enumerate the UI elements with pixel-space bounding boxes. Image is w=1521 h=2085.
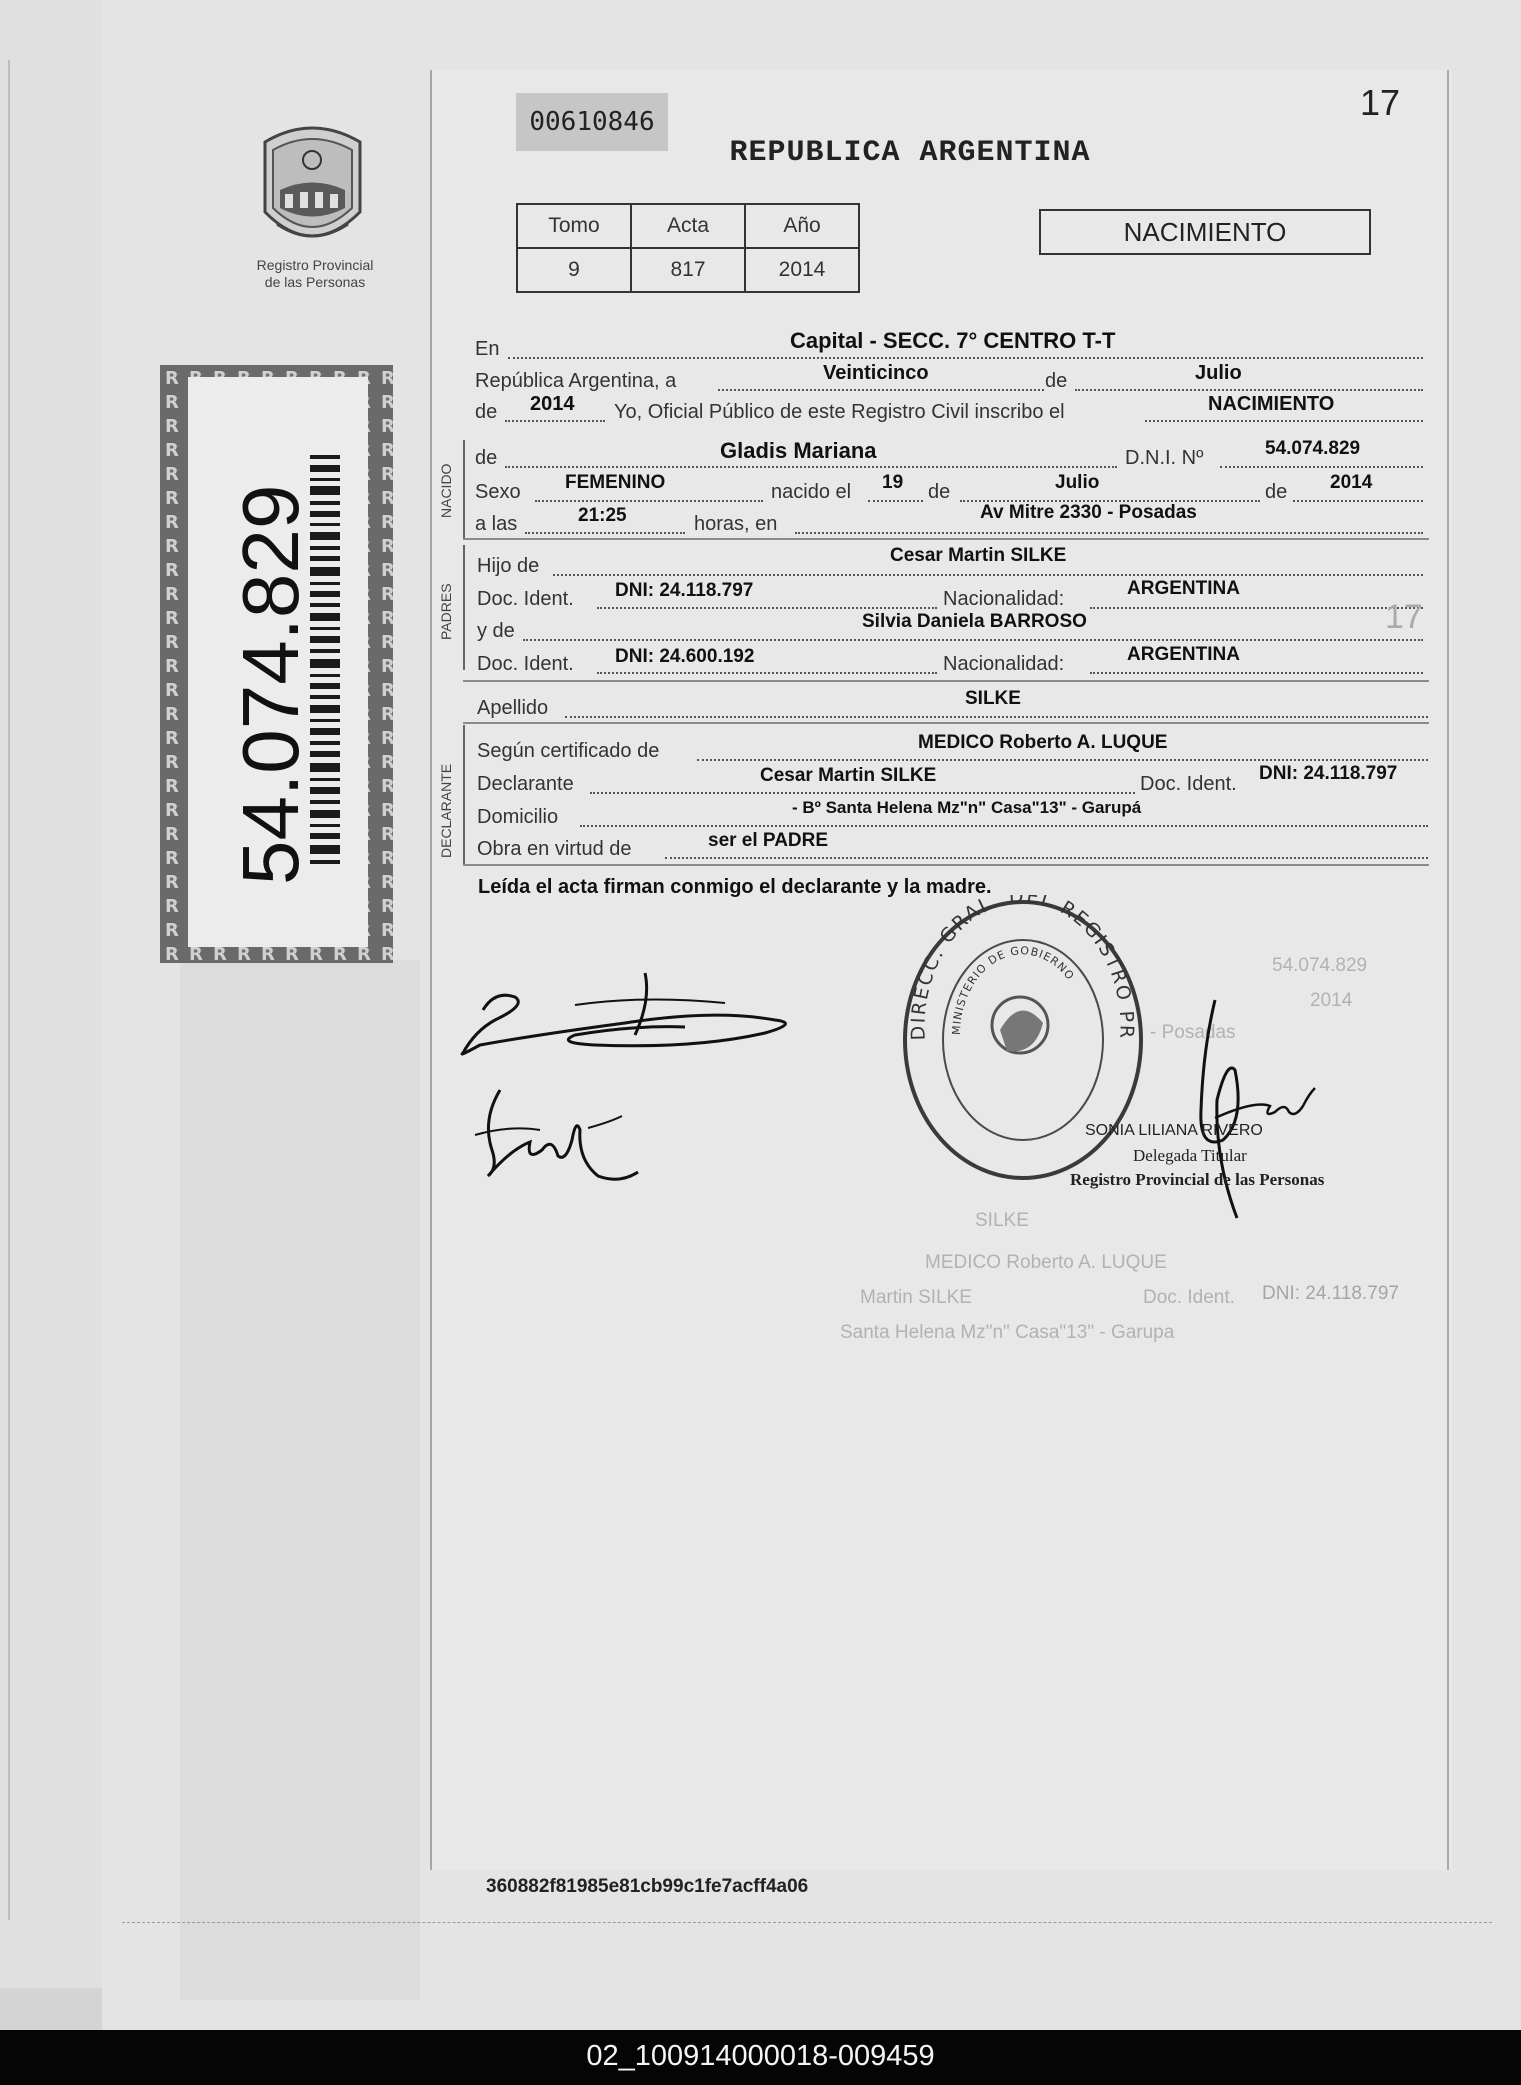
birth-place: Av Mitre 2330 - Posadas <box>980 502 1197 523</box>
dni-barcode-card <box>160 365 393 963</box>
nacido-label: nacido el <box>771 481 852 503</box>
ghost-surname: SILKE <box>975 1210 1029 1231</box>
certificate-by: MEDICO Roberto A. LUQUE <box>918 732 1168 753</box>
segun-label: Según certificado de <box>477 740 660 762</box>
section-rule-declarante <box>463 725 465 865</box>
republica-label: República Argentina, a <box>475 370 677 392</box>
mother-nationality: ARGENTINA <box>1127 644 1240 665</box>
section-label-padres: PADRES <box>438 583 454 640</box>
ghost-address: Santa Helena Mz"n" Casa"13" - Garupa <box>840 1322 1175 1343</box>
mother-doc: DNI: 24.600.192 <box>615 646 755 667</box>
document-hash: 360882f81985e81cb99c1fe7acff4a06 <box>486 1876 809 1897</box>
registry-caption-line1: Registro Provincial <box>256 257 374 273</box>
child-dni: 54.074.829 <box>1265 438 1361 459</box>
provincial-crest-icon <box>255 120 370 260</box>
capacity: ser el PADRE <box>708 830 829 851</box>
year-prefix-label: de <box>475 401 498 423</box>
page-shadow <box>180 960 420 2000</box>
father-doc-label: Doc. Ident. <box>477 588 574 610</box>
declarant-name: Cesar Martin SILKE <box>760 765 937 786</box>
y-de-label: y de <box>477 620 515 642</box>
officer-name: SONIA LILIANA RIVERO <box>1085 1122 1263 1139</box>
address: - Bº Santa Helena Mz"n" Casa"13" - Garupá <box>792 798 1142 817</box>
closing-statement: Leída el acta firman conmigo el declarante y la madre. <box>478 876 992 898</box>
child-name: Gladis Mariana <box>720 438 877 463</box>
bottom-perforation <box>122 1922 1492 1923</box>
record-header-acta: Acta <box>631 204 745 248</box>
event-type: NACIMIENTO <box>1208 393 1335 415</box>
ghost-doc-ident: Doc. Ident. <box>1143 1287 1235 1308</box>
de-name-label: de <box>475 447 498 469</box>
registration-year: 2014 <box>530 393 575 415</box>
mother-signature-icon <box>470 1080 660 1190</box>
record-value-tomo: 9 <box>517 248 631 292</box>
ghost-declarant: Martin SILKE <box>860 1287 972 1308</box>
record-value-ano: 2014 <box>745 248 859 292</box>
record-header-tomo: Tomo <box>517 204 631 248</box>
declarant-doc: DNI: 24.118.797 <box>1259 763 1398 784</box>
registry-caption-line2: de las Personas <box>264 274 366 290</box>
registry-place: Capital - SECC. 7° CENTRO T-T <box>790 328 1116 353</box>
mother-doc-label: Doc. Ident. <box>477 653 574 675</box>
mother-nationality-label: Nacionalidad: <box>943 653 1065 675</box>
right-margin-rule <box>1447 70 1449 1870</box>
father-doc: DNI: 24.118.797 <box>615 580 754 601</box>
certificate-type-box: NACIMIENTO <box>1039 209 1371 255</box>
a-las-label: a las <box>475 513 518 535</box>
declarant-signature-icon <box>455 965 815 1075</box>
surname: SILKE <box>965 688 1021 709</box>
ghost-posadas: - Posadas <box>1150 1022 1236 1043</box>
footer-id: 02_100914000018-009459 <box>586 2040 935 2072</box>
ghost-year: 2014 <box>1310 990 1353 1011</box>
registration-day: Veinticinco <box>823 362 929 384</box>
page-number: 17 <box>1360 82 1401 123</box>
de-label-2: de <box>928 481 951 503</box>
domicilio-label: Domicilio <box>477 806 559 828</box>
mother-name: Silvia Daniela BARROSO <box>862 611 1087 632</box>
record-table <box>516 203 860 293</box>
dni-label: D.N.I. Nº <box>1125 447 1204 469</box>
ghost-doc: DNI: 24.118.797 <box>1262 1283 1399 1304</box>
apellido-label: Apellido <box>477 697 549 719</box>
de-label-1: de <box>1045 370 1068 392</box>
page-title: REPUBLICA ARGENTINA <box>729 136 1091 170</box>
ghost-medico: MEDICO Roberto A. LUQUE <box>925 1252 1167 1273</box>
section-rule-padres <box>463 545 465 670</box>
en-label: En <box>475 338 500 360</box>
father-nationality: ARGENTINA <box>1127 578 1240 599</box>
record-header-ano: Año <box>745 204 859 248</box>
father-name: Cesar Martin SILKE <box>890 545 1067 566</box>
officer-office: Registro Provincial de las Personas <box>1070 1170 1325 1189</box>
registration-month: Julio <box>1195 362 1242 384</box>
child-sex: FEMENINO <box>565 472 666 493</box>
de-label-3: de <box>1265 481 1288 503</box>
margin-note: 17 <box>1385 598 1423 636</box>
inscribo-text: Yo, Oficial Público de este Registro Civil inscribo el <box>614 401 1065 423</box>
obra-label: Obra en virtud de <box>477 838 632 860</box>
horas-label: horas, en <box>694 513 778 535</box>
father-nationality-label: Nacionalidad: <box>943 588 1065 610</box>
birth-day: 19 <box>882 472 904 493</box>
official-seal-icon <box>895 895 1150 1185</box>
section-rule-nacido <box>463 440 465 540</box>
seal-inner-text: MINISTERIO DE GOBIERNO <box>949 944 1077 1036</box>
declarante-label: Declarante <box>477 773 574 795</box>
serial-number: 00610846 <box>516 93 668 151</box>
birth-time: 21:25 <box>578 505 627 526</box>
declarant-doc-label: Doc. Ident. <box>1140 773 1237 795</box>
sexo-label: Sexo <box>475 481 521 503</box>
back-page-edge <box>0 0 103 1988</box>
section-label-declarante: DECLARANTE <box>438 763 454 858</box>
birth-year: 2014 <box>1330 472 1373 493</box>
section-label-nacido: NACIDO <box>438 463 454 518</box>
record-value-acta: 817 <box>631 248 745 292</box>
card-dni-number: 54.074.829 <box>226 484 315 885</box>
ghost-dni: 54.074.829 <box>1272 955 1368 976</box>
registry-caption <box>230 257 400 291</box>
officer-title: Delegada Titular <box>1133 1146 1247 1165</box>
hijo-label: Hijo de <box>477 555 540 577</box>
birth-month: Julio <box>1055 472 1100 493</box>
seal-outer-text: DIRECC. GRAL. DEL REGISTRO PR <box>907 895 1138 1041</box>
